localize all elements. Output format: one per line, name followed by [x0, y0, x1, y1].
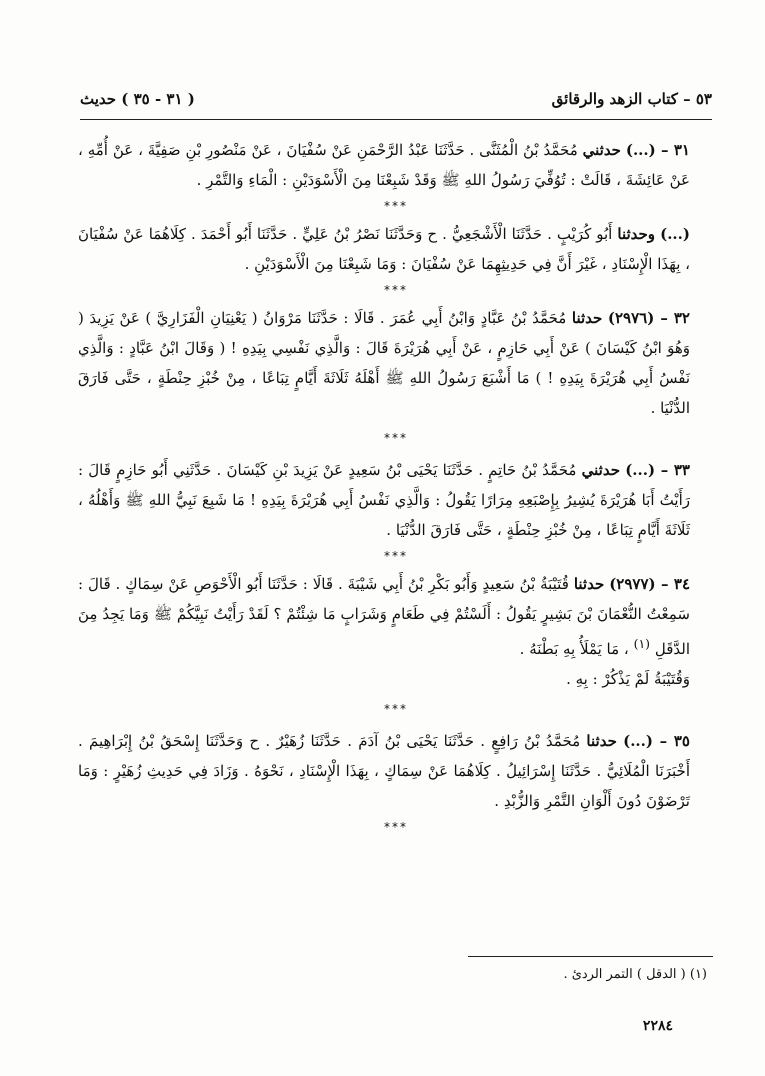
hadith-33 [78, 455, 714, 545]
hadith-text-continued: ، مَا يَمْلَأُ بِهِ بَطْنَهُ . [519, 640, 629, 658]
hadith-text: مُحَمَّدُ بْنُ الْمُثَنَّى . حَدَّثَنَا عَبْدُ الرَّحْمَنِ عَنْ سُفْيَانَ ، عَنْ مَنْصُورِ بْنِ صَفِيَّةَ ، عَنْ أُمِّهِ ، عَنْ عَائِشَةَ ، قَالَتْ : تُوُفِّيَ رَسُولُ اللهِ ﷺ وَقَدْ شَبِعْنَا مِنَ الْأَسْوَدَيْنِ : الْمَاءِ وَالتَّمْرِ . [78, 141, 690, 189]
separator: *** [384, 549, 408, 563]
hadith-number: ٣٢ – (٢٩٧٦) [607, 309, 690, 327]
hadith-text: قُتَيْبَةُ بْنُ سَعِيدٍ وَأَبُو بَكْرِ بْنُ أَبِي شَيْبَةَ . قَالَا : حَدَّثَنَا أَبُو الْأَحْوَصِ عَنْ سِمَاكٍ . قَالَ : سَمِعْتُ النُّعْمَانَ بْنَ بَشِيرٍ يَقُولُ : أَلَسْتُمْ فِي طَعَامٍ وَشَرَابٍ مَا شِئْتُمْ ؟ لَقَدْ رَأَيْتُ نَبِيَّكُمْ ﷺ وَمَا يَجِدُ مِنَ الدَّقَلِ [78, 575, 690, 658]
running-header [80, 90, 712, 120]
main-text [78, 135, 714, 840]
footnote-ref: (١) [633, 636, 651, 651]
hadith-number: ٣٣ – (...) [625, 461, 690, 479]
footnote: (١) ( الدقل ) التمر الردئ . [563, 967, 707, 982]
footnote-divider [468, 956, 713, 957]
hadith-number: ٣٤ – (٢٩٧٧) [609, 575, 691, 593]
hadith-text: مُحَمَّدُ بْنُ رَافِعٍ . حَدَّثَنَا يَحْيَى بْنُ آدَمَ . حَدَّثَنَا زُهَيْرٌ . ح وَحَدَّثَنَا إِسْحَقُ بْنُ إِبْرَاهِيمَ . أَخْبَرَنَا الْمُلَائِيُّ . حَدَّثَنَا إِسْرَائِيلُ . كِلَاهُمَا عَنْ سِمَاكٍ ، بِهَذَا الْإِسْنَادِ ، نَحْوَهُ . وَزَادَ فِي حَدِيثِ زُهَيْرٍ : وَمَا تَرْضَوْنَ دُونَ أَلْوَانِ التَّمْرِ وَالزُّبْدِ . [78, 732, 690, 810]
hadith-32 [78, 303, 714, 423]
hadith-number: ٣٥ – (...) [623, 732, 690, 750]
narration-keyword: وحدثنا [617, 225, 656, 243]
separator: *** [384, 199, 408, 213]
hadith-35 [78, 726, 714, 816]
header-divider [80, 119, 712, 120]
separator: *** [384, 283, 408, 297]
page-number: ٢٢٨٤ [642, 1018, 673, 1034]
hadith-number: (...) [660, 225, 690, 243]
separator: *** [384, 431, 408, 445]
hadith-31-variant [78, 219, 714, 279]
narration-keyword: حدثني [581, 461, 620, 479]
hadith-34 [78, 569, 714, 664]
hadith-number: ٣١ – (...) [625, 141, 690, 159]
narration-keyword: حدثنا [573, 575, 605, 593]
narration-keyword: حدثنا [571, 309, 603, 327]
separator: *** [384, 820, 408, 834]
header-book-title: ٥٣ – كتاب الزهد والرقائق [551, 90, 712, 108]
hadith-text: مُحَمَّدُ بْنُ حَاتِمٍ . حَدَّثَنَا يَحْيَى بْنُ سَعِيدٍ عَنْ يَزِيدَ بْنِ كَيْسَانَ . حَدَّثَنِي أَبُو حَازِمٍ قَالَ : رَأَيْتُ أَبَا هُرَيْرَةَ يُشِيرُ بِإِصْبَعِهِ مِرَارًا يَقُولُ : وَالَّذِي نَفْسُ أَبِي هُرَيْرَةَ بِيَدِهِ ! مَا شَبِعَ نَبِيُّ اللهِ ﷺ وَأَهْلُهُ ، ثَلَاثَةَ أَيَّامٍ تِبَاعًا ، مِنْ خُبْزِ حِنْطَةٍ ، حَتَّى فَارَقَ الدُّنْيَا . [78, 461, 690, 539]
narration-keyword: حدثنا [586, 732, 617, 750]
hadith-31 [78, 135, 714, 195]
hadith-text: مُحَمَّدُ بْنُ عَبَّادٍ وَابْنُ أَبِي عُمَرَ . قَالَا : حَدَّثَنَا مَرْوَانُ ( يَعْنِيَانِ الْفَزَارِيَّ ) عَنْ يَزِيدَ ( وَهُوَ ابْنُ كَيْسَانَ ) عَنْ أَبِي حَازِمٍ ، عَنْ أَبِي هُرَيْرَةَ قَالَ : وَالَّذِي نَفْسِي بِيَدِهِ ! ( وَقَالَ ابْنُ عَبَّادٍ : وَالَّذِي نَفْسُ أَبِي هُرَيْرَةَ بِيَدِهِ ! ) مَا أَشْبَعَ رَسُولُ اللهِ ﷺ أَهْلَهُ ثَلَاثَةَ أَيَّامٍ تِبَاعًا ، مِنْ خُبْزِ حِنْطَةٍ ، حَتَّى فَارَقَ الدُّنْيَا . [78, 309, 690, 417]
separator: *** [384, 702, 408, 716]
hadith-text: أَبُو كُرَيْبٍ . حَدَّثَنَا الْأَشْجَعِيُّ . ح وَحَدَّثَنَا نَصْرُ بْنُ عَلِيٍّ . حَدَّثَنَا أَبُو أَحْمَدَ . كِلَاهُمَا عَنْ سُفْيَانَ ، بِهَذَا الْإِسْنَادِ ، غَيْرَ أَنَّ فِي حَدِيثِهِمَا عَنْ سُفْيَانَ : وَمَا شَبِعْنَا مِنَ الْأَسْوَدَيْنِ . [78, 225, 690, 273]
narration-keyword: حدثني [582, 141, 621, 159]
hadith-34-note: وَقُتَيْبَةُ لَمْ يَذْكُرْ : بِهِ . [566, 670, 690, 688]
header-hadith-range: ( ٣١ - ٣٥ ) حديث [80, 90, 195, 108]
